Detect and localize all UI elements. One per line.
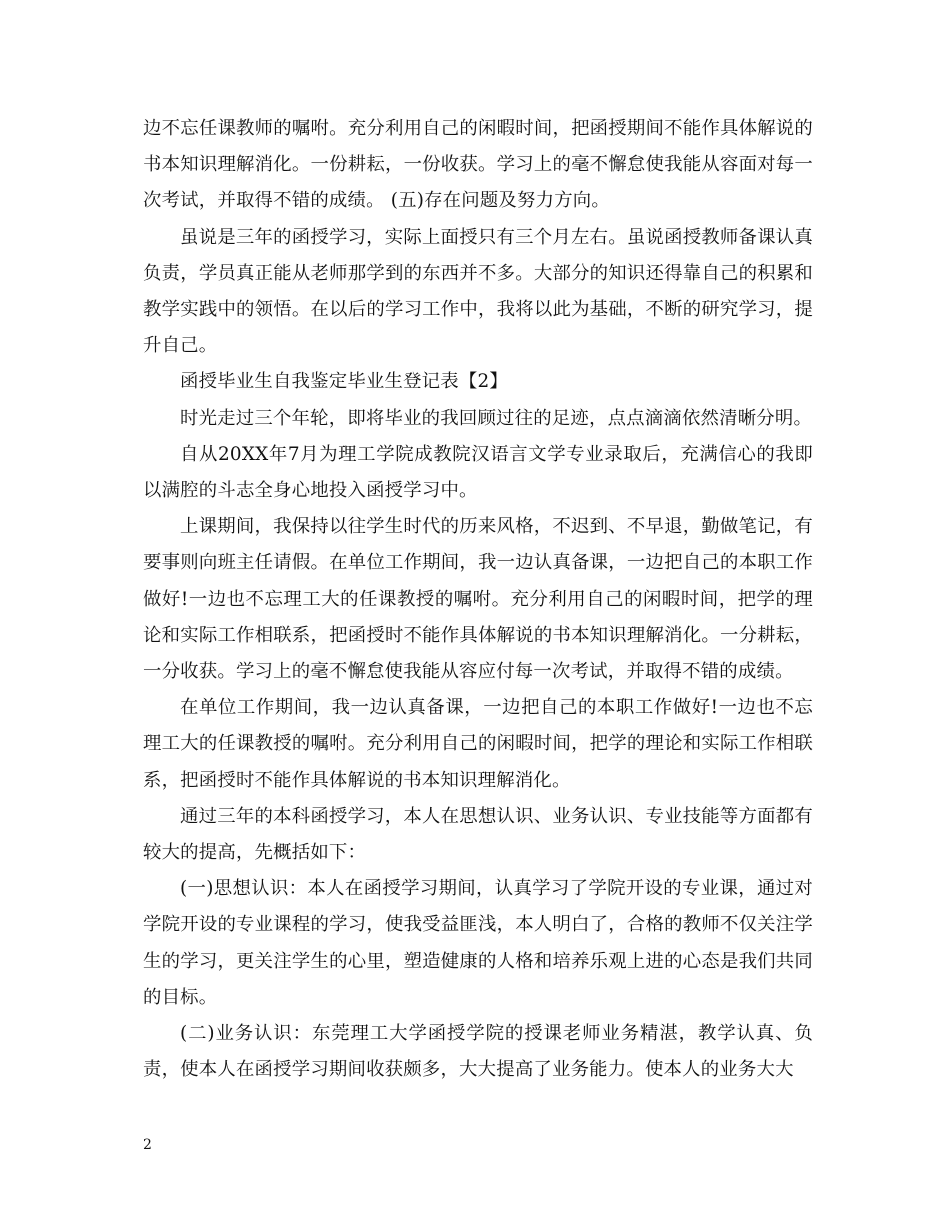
page-number: 2 [143,1137,152,1153]
paragraph: (二)业务认识：东莞理工大学函授学院的授课老师业务精湛，教学认真、负责，使本人在函授学习期间收获颇多，大大提高了业务能力。使本人的业务大大 [143,1023,813,1081]
section-heading: 函授毕业生自我鉴定毕业生登记表【2】 [180,371,508,393]
paragraph: 时光走过三个年轮，即将毕业的我回顾过往的足迹，点点滴滴依然清晰分明。 [180,407,813,429]
document-body [143,111,813,1088]
paragraph: 通过三年的本科函授学习，本人在思想认识、业务认识、专业技能等方面都有较大的提高，先概括如下： [143,805,813,864]
paragraph: 在单位工作期间，我一边认真备课，一边把自己的本职工作做好!一边也不忘理工大的任课教授的嘱咐。充分利用自己的闲暇时间，把学的理论和实际工作相联系，把函授时不能作具体解说的书本知识理解消化。 [143,697,813,791]
paragraph: 虽说是三年的函授学习，实际上面授只有三个月左右。虽说函授教师备课认真负责，学员真正能从老师那学到的东西并不多。大部分的知识还得靠自己的积累和教学实践中的领悟。在以后的学习工作中，我将以此为基础，不断的研究学习，提升自己。 [143,226,813,357]
paragraph: 上课期间，我保持以往学生时代的历来风格，不迟到、不早退，勤做笔记，有要事则向班主任请假。在单位工作期间，我一边认真备课，一边把自己的本职工作做好!一边也不忘理工大的任课教授的嘱咐。充分利用自己的闲暇时间，把学的理论和实际工作相联系，把函授时不能作具体解说的书本知识理解消化。一分耕耘，一分收获。学习上的毫不懈怠使我能从容应付每一次考试，并取得不错的成绩。 [143,516,813,683]
paragraph: (一)思想认识：本人在函授学习期间，认真学习了学院开设的专业课，通过对学院开设的专业课程的学习，使我受益匪浅，本人明白了，合格的教师不仅关注学生的学习，更关注学生的心里，塑造健康的人格和培养乐观上进的心态是我们共同的目标。 [143,878,813,1008]
paragraph: 自从20XX年7月为理工学院成教院汉语言文学专业录取后，充满信心的我即以满腔的斗志全身心地投入函授学习中。 [143,443,813,502]
paragraph-continued: 边不忘任课教师的嘱咐。充分利用自己的闲暇时间，把函授期间不能作具体解说的书本知识理解消化。一份耕耘，一份收获。学习上的毫不懈怠使我能从容面对每一次考试，并取得不错的成绩。 (五)存在问题及努力方向。 [143,118,813,212]
